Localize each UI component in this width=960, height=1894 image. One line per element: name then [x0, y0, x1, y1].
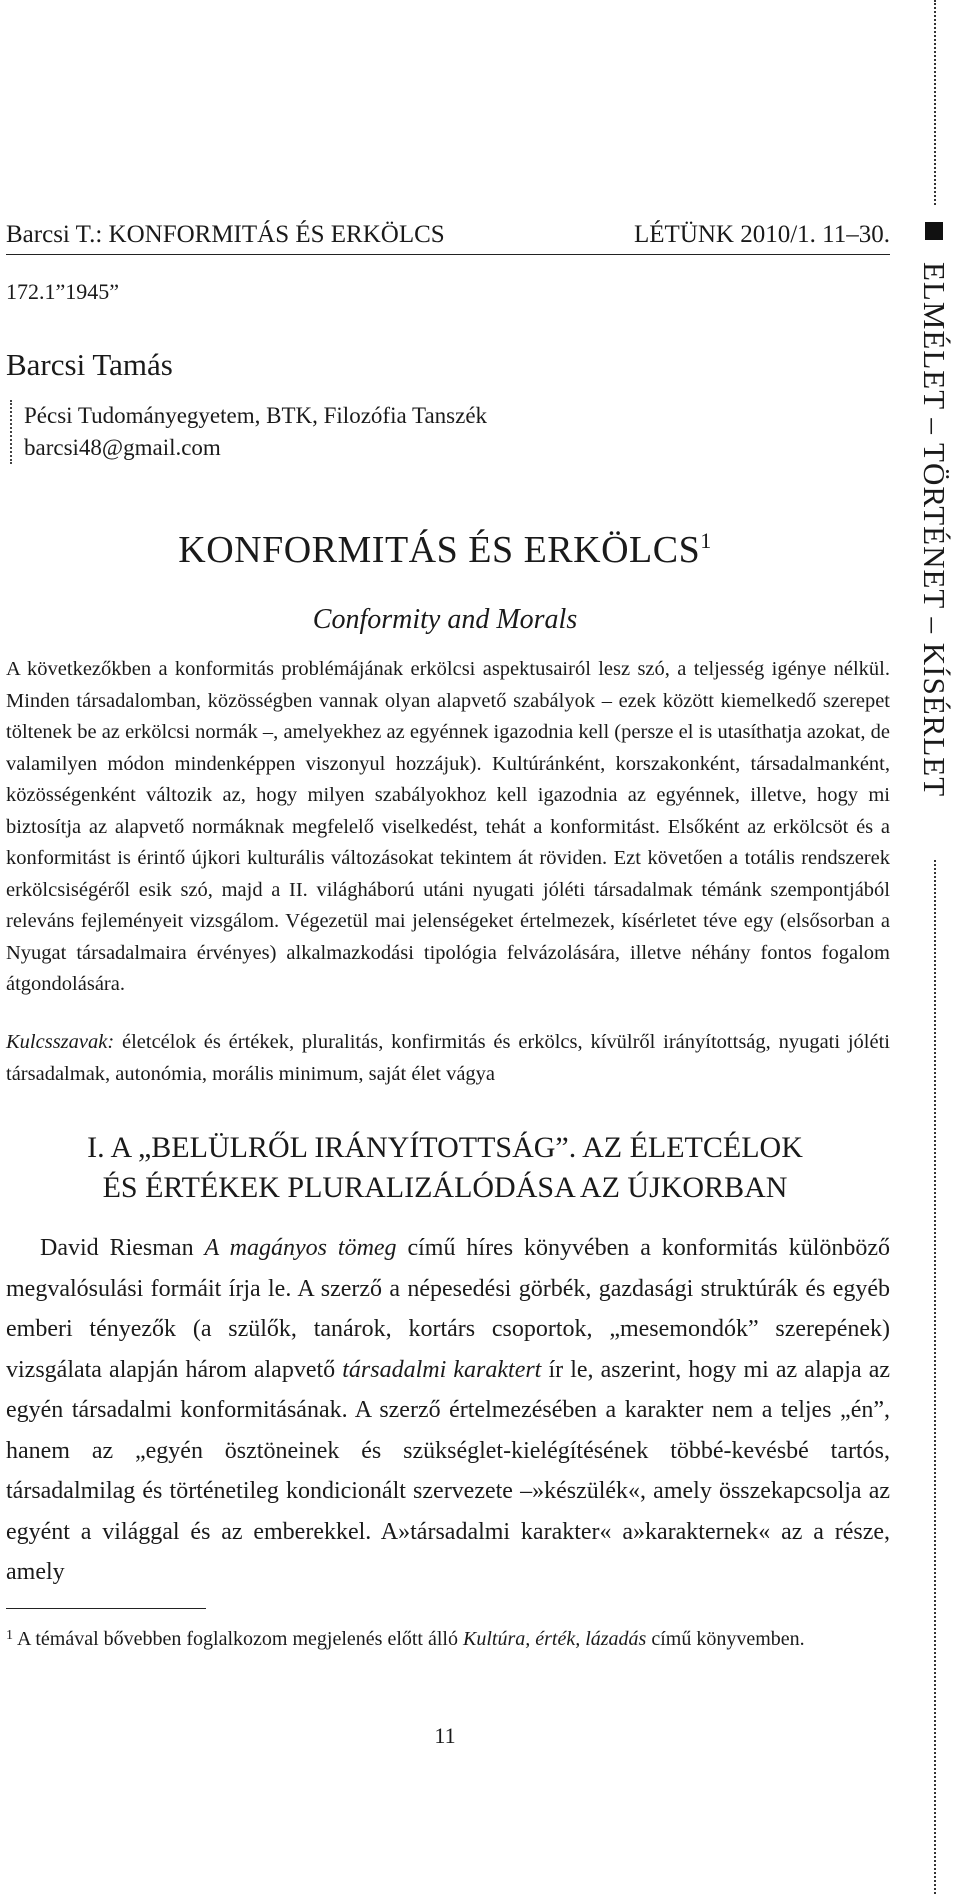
author-affiliation: Pécsi Tudományegyetem, BTK, Filozófia Tanszék: [24, 403, 488, 428]
running-header-title: Barcsi T.: KONFORMITÁS ÉS ERKÖLCS: [6, 221, 445, 248]
keywords-label: Kulcsszavak:: [6, 1031, 115, 1053]
article-title: [0, 518, 890, 573]
footnote-mark: 1: [6, 1628, 13, 1643]
book-title: A magányos tömeg: [204, 1235, 397, 1261]
running-header-journal: LÉTÜNK 2010/1. 11–30.: [634, 221, 890, 248]
footnote-book-title: Kultúra, érték, lázadás: [462, 1628, 647, 1650]
author-affiliation-block: [10, 400, 487, 464]
side-rail-section-label: ELMÉLET – TÖRTÉNET – KÍSÉRLET: [917, 262, 952, 798]
article-title-text: KONFORMITÁS ÉS ERKÖLCS: [178, 529, 701, 571]
author-name: Barcsi Tamás: [6, 347, 173, 382]
footnote: [6, 1620, 890, 1655]
page-number: 11: [434, 1723, 456, 1748]
title-footnote-mark: 1: [700, 528, 712, 553]
abstract: A következőkben a konformitás problémájának erkölcsi aspektusairól lesz szó, a teljesség igénye nélkül. Minden társadalomban, közösségben vannak olyan alapvető szabályok – ezek között kiemelkedő szerepet töltenek be az erkölcsi normák –, amelyekhez az egyénnek igazodnia kell (persze el is utasíthatja azokat, de valamilyen módon mindenképpen viszonyul hozzájuk). Kultúránként, korszakonként, társadalmanként, közösségenként változik az, hogy milyen szabályokhoz kell igazodnia az egyénnek, illetve, hogy mi biztosítja az alapvető normáknak megfelelő viselkedést, tehát a konformitást. Elsőként az erkölcsöt és a konformitást is érintő újkori kulturális változásokat tekintem át röviden. Ezt követően a totális rendszerek erkölcsiségéről esik szó, majd a II. világháború utáni nyugati jóléti társadalmak témánk szempontjából releváns fejleményeit vizsgálom. Végezetül mai jelenségeket értelmezek, kísérletet téve egy (elsősorban a Nyugat társadalmaira érvényes) alkalmazkodási tipológia felvázolására, illetve néhány fontos fogalom átgondolására.: [6, 658, 890, 995]
keywords-text: életcélok és értékek, pluralitás, konfirmitás és erkölcs, kívülről irányítottság, nyugati jóléti társadalmak, autonómia, morális minimum, saját élet vágya: [6, 1031, 890, 1085]
footnote-text-2: című könyvemben.: [646, 1628, 805, 1650]
section-heading-line-1: I. A „BELÜLRŐL IRÁNYÍTOTTSÁG”. AZ ÉLETCÉLOK: [87, 1131, 803, 1164]
article-subtitle: Conformity and Morals: [312, 604, 578, 635]
keywords: [6, 1027, 890, 1090]
footnote-text-1: A témával bővebben foglalkozom megjelenés előtt álló: [17, 1628, 463, 1650]
section-heading: [0, 1128, 890, 1208]
section-heading-line-2: ÉS ÉRTÉKEK PLURALIZÁLÓDÁSA AZ ÚJKORBAN: [102, 1171, 788, 1204]
footnote-divider: [6, 1608, 206, 1609]
term-social-character: társadalmi karaktert: [342, 1356, 542, 1383]
body-text-1: David Riesman: [40, 1235, 205, 1261]
body-paragraph: [6, 1228, 890, 1593]
running-header: [6, 220, 890, 255]
body-text-2: című híres könyvében a konformitás különböző megvalósulási formáit írja le. A szerző a népesedési görbék, gazdasági struktúrák és egyéb emberi tényezők (a szülők, tanárok, kortárs csoportok, „mesemondók” szerepének) vizsgálata alapján három alapvető: [6, 1235, 891, 1383]
side-rail-square-icon: [925, 222, 943, 240]
side-rail-dots-bottom: [934, 860, 936, 1894]
udc-code: 172.1”1945”: [6, 279, 120, 304]
side-rail-dots-top: [934, 0, 936, 205]
author-email: barcsi48@gmail.com: [24, 435, 221, 460]
body-text-3: ír le, aszerint, hogy mi az alapja az egyén társadalmi konformitásának. A szerző értelmezésében a karakter nem a teljes „én”, hanem az „egyén ösztöneinek és szükséglet-kielégítésének többé-kevésbé tartós, társadalmilag és történetileg kondicionált szervezete –»készülék«, amely összekapcsolja az egyént a világgal és az emberekkel. A»társadalmi karakter« a»karakternek« az a része, amely: [6, 1356, 891, 1585]
